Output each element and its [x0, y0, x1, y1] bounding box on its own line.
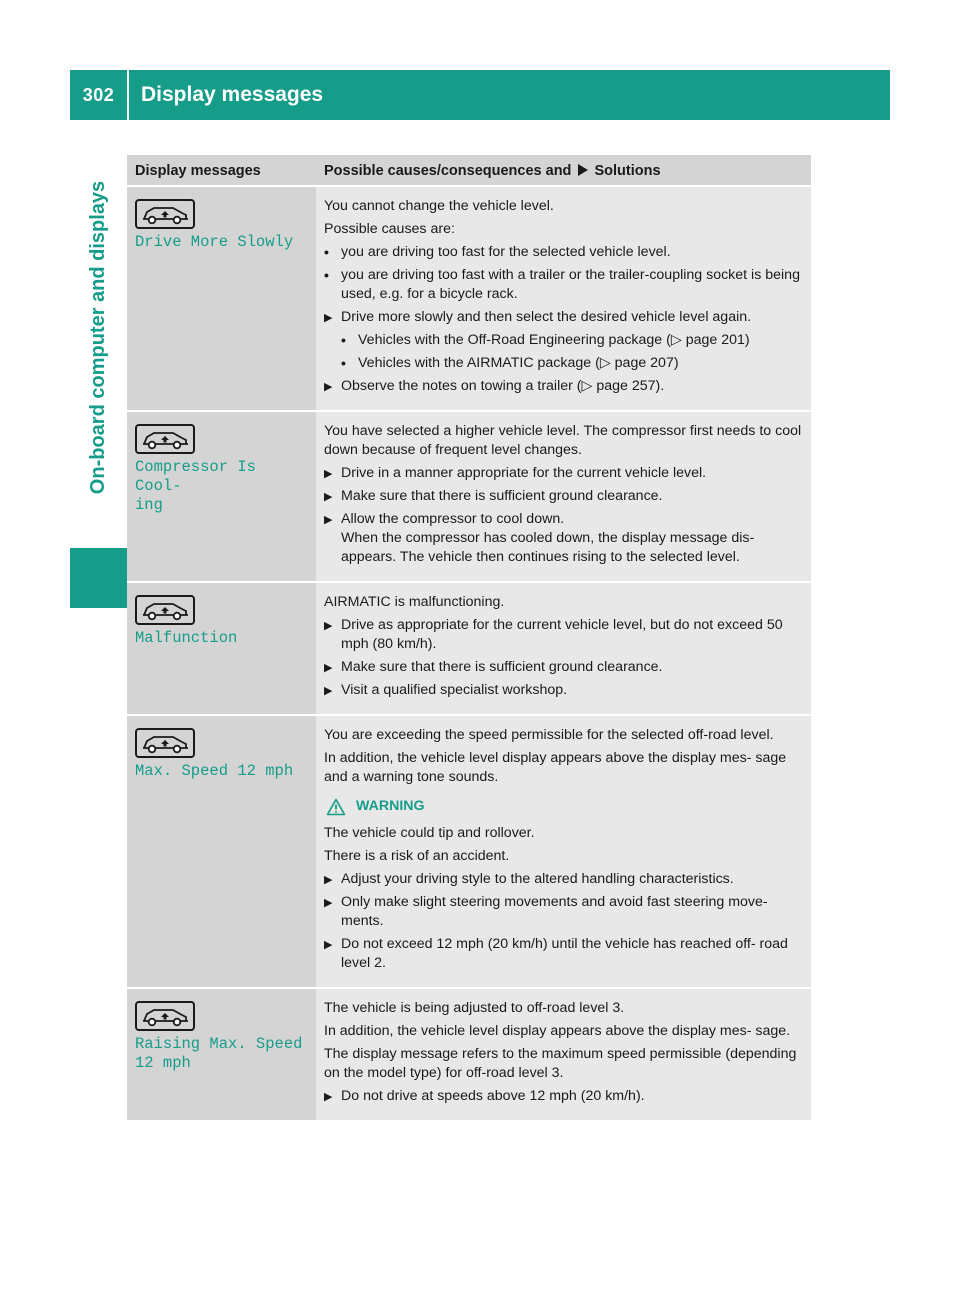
action-arrow-icon: ▶ [324, 874, 333, 886]
item-text: Do not drive at speeds above 12 mph (20 km/h). [341, 1088, 645, 1104]
causes-solutions-cell [316, 715, 811, 988]
causes-solutions-cell [316, 186, 811, 411]
display-message-cell [127, 582, 316, 715]
bullet-item [324, 266, 803, 304]
item-text: you are driving too fast with a trailer or the trailer-coupling socket is being used, e.g. for a bicycle rack. [341, 267, 800, 302]
action-arrow-icon: ▶ [324, 468, 333, 480]
display-message-label: Max. Speed 12 mph [135, 762, 294, 780]
display-message-label: Malfunction [135, 629, 238, 647]
item-text: Make sure that there is sufficient ground clearance. [341, 659, 663, 675]
table-row [127, 988, 811, 1121]
vehicle-level-icon [135, 424, 195, 454]
item-text: you are driving too fast for the selected vehicle level. [341, 244, 671, 260]
paragraph: In addition, the vehicle level display appears above the display mes- sage and a warning tone sounds. [324, 750, 787, 785]
item-text: Only make slight steering movements and avoid fast steering move- ments. [341, 894, 768, 929]
action-arrow-icon: ▶ [324, 620, 333, 632]
action-arrow-icon: ▶ [324, 939, 333, 951]
item-text: Visit a qualified specialist workshop. [341, 682, 568, 698]
causes-solutions-cell [316, 582, 811, 715]
vehicle-level-icon [135, 595, 195, 625]
action-arrow-icon: ▶ [324, 514, 333, 526]
action-arrow-icon [577, 164, 588, 176]
col1-header: Display messages [127, 155, 316, 186]
action-item [324, 616, 803, 654]
paragraph: You have selected a higher vehicle level. The compressor first needs to cool down because of frequent level changes. [324, 423, 802, 458]
item-text: Vehicles with the AIRMATIC package (▷ page 207) [358, 355, 679, 371]
table-row [127, 715, 811, 988]
paragraph: There is a risk of an accident. [324, 848, 510, 864]
side-tab-label: On-board computer and displays [87, 180, 110, 495]
action-arrow-icon: ▶ [324, 491, 333, 503]
display-message-cell [127, 715, 316, 988]
warning-triangle-icon [326, 798, 346, 816]
action-item [324, 487, 803, 506]
item-text: Vehicles with the Off-Road Engineering package (▷ page 201) [358, 332, 750, 348]
action-item [324, 1087, 803, 1106]
action-item [324, 935, 803, 973]
action-item [324, 464, 803, 483]
causes-solutions-cell [316, 411, 811, 582]
page-title: Display messages [141, 83, 324, 106]
action-item [324, 377, 803, 396]
vehicle-level-icon [135, 199, 195, 229]
item-text: Allow the compressor to cool down. When the compressor has cooled down, the display message dis- appears. The vehicle then continues rising to the selected level. [341, 511, 755, 565]
item-text: Drive more slowly and then select the desired vehicle level again. [341, 309, 752, 325]
bullet-item [324, 243, 803, 262]
action-arrow-icon: ▶ [324, 662, 333, 674]
bullet-icon: • [341, 355, 346, 371]
causes-solutions-cell [316, 988, 811, 1121]
paragraph: The vehicle is being adjusted to off-road level 3. [324, 1000, 625, 1016]
warning-label: WARNING [356, 798, 425, 814]
action-item [324, 658, 803, 677]
page-header [70, 70, 890, 120]
side-tab [70, 130, 127, 545]
warning-heading [326, 797, 803, 816]
vehicle-level-icon [135, 1001, 195, 1031]
paragraph: In addition, the vehicle level display appears above the display mes- sage. [324, 1023, 791, 1039]
page-number: 302 [82, 84, 115, 105]
item-text: Do not exceed 12 mph (20 km/h) until the vehicle has reached off- road level 2. [341, 936, 788, 971]
action-arrow-icon: ▶ [324, 685, 333, 697]
side-tab-marker [70, 548, 127, 608]
display-message-cell [127, 988, 316, 1121]
header-divider [127, 70, 129, 120]
bullet-icon: • [324, 244, 329, 260]
item-text: Drive in a manner appropriate for the current vehicle level. [341, 465, 707, 481]
item-text: Make sure that there is sufficient ground clearance. [341, 488, 663, 504]
paragraph: The vehicle could tip and rollover. [324, 825, 535, 841]
action-arrow-icon: ▶ [324, 312, 333, 324]
action-arrow-icon: ▶ [324, 381, 333, 393]
action-item [324, 681, 803, 700]
paragraph: The display message refers to the maximum speed permissible (depending on the model type) for off-road level 3. [324, 1046, 797, 1081]
action-item [324, 870, 803, 889]
paragraph: You are exceeding the speed permissible for the selected off-road level. [324, 727, 774, 743]
display-message-label: Raising Max. Speed 12 mph [135, 1035, 303, 1072]
table-header-row [127, 155, 811, 186]
item-text: Drive as appropriate for the current vehicle level, but do not exceed 50 mph (80 km/h). [341, 617, 783, 652]
action-arrow-icon: ▶ [324, 1091, 333, 1103]
table-row [127, 411, 811, 582]
action-item [324, 893, 803, 931]
bullet-item [341, 354, 803, 373]
action-item [324, 308, 803, 327]
item-text: Adjust your driving style to the altered handling characteristics. [341, 871, 734, 887]
display-message-cell [127, 411, 316, 582]
action-arrow-icon: ▶ [324, 897, 333, 909]
display-message-label: Compressor Is Cool‐ ing [135, 458, 256, 514]
table-row [127, 582, 811, 715]
vehicle-level-icon [135, 728, 195, 758]
paragraph: Possible causes are: [324, 221, 455, 237]
paragraph: AIRMATIC is malfunctioning. [324, 594, 505, 610]
bullet-item [341, 331, 803, 350]
display-message-label: Drive More Slowly [135, 233, 294, 251]
item-text: Observe the notes on towing a trailer (▷ page 257). [341, 378, 665, 394]
col2-header: Possible causes/consequences and Solutions [316, 155, 811, 186]
display-message-cell [127, 186, 316, 411]
bullet-icon: • [341, 332, 346, 348]
bullet-icon: • [324, 267, 329, 283]
table-row [127, 186, 811, 411]
display-messages-table [127, 155, 811, 1122]
action-item [324, 510, 803, 567]
paragraph: You cannot change the vehicle level. [324, 198, 554, 214]
